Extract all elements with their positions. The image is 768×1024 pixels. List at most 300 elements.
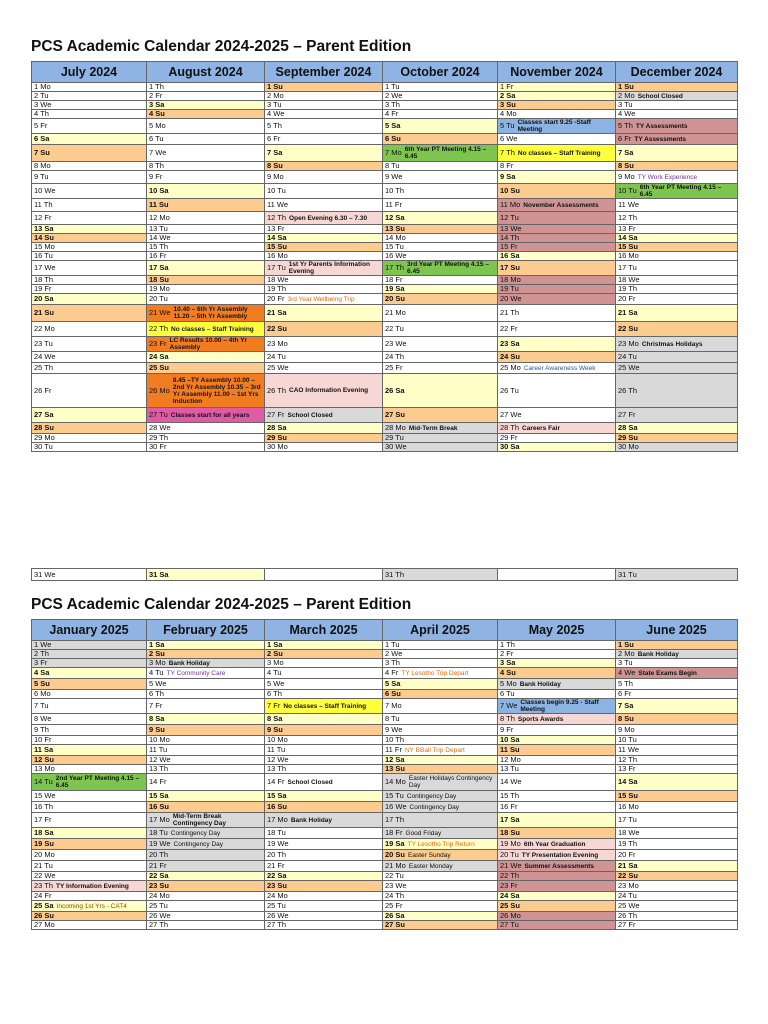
calendar-day-cell	[616, 171, 738, 184]
calendar-day-cell	[498, 285, 616, 294]
day-label: 10 Tu	[618, 186, 637, 195]
day-label: 12 Tu	[500, 213, 519, 222]
calendar-row	[32, 252, 738, 261]
calendar-day-cell	[498, 337, 616, 352]
calendar-day-cell	[498, 802, 616, 813]
calendar-day-cell	[32, 659, 147, 668]
calendar-day-cell	[383, 337, 498, 352]
calendar-day-cell	[498, 408, 616, 423]
day-label: 20 Fr	[618, 850, 636, 859]
calendar-day-cell	[147, 305, 265, 322]
day-label: 17 Sa	[149, 263, 169, 272]
event-note: Easter Sunday	[408, 851, 451, 859]
day-label: 9 Mo	[618, 725, 635, 734]
calendar-row	[32, 212, 738, 225]
calendar-day-cell	[265, 285, 383, 294]
calendar-day-cell	[616, 714, 738, 725]
calendar-day-cell	[32, 134, 147, 145]
event-note: Classes start for all years	[170, 411, 250, 419]
day-label: 23 Mo	[267, 339, 288, 348]
day-label: 22 Mo	[34, 324, 55, 333]
event-note: Classes start 9.25 -Staff Meeting	[517, 119, 591, 133]
calendar-day-cell	[147, 901, 265, 912]
day-label: 7 Tu	[34, 701, 49, 710]
day-label: 2 We	[385, 649, 403, 658]
day-label: 1 We	[34, 640, 52, 649]
calendar-day-cell	[265, 892, 383, 901]
day-label: 2 Fr	[149, 91, 163, 100]
calendar-row	[32, 434, 738, 443]
day-label: 10 We	[34, 186, 56, 195]
day-label: 11 We	[618, 200, 639, 209]
day-label: 29 Mo	[34, 433, 55, 442]
calendar-day-cell	[147, 892, 265, 901]
day-label: 4 Sa	[34, 668, 50, 677]
day-label: 5 Mo	[149, 121, 166, 130]
day-label: 2 Sa	[500, 91, 516, 100]
day-label: 4 Th	[34, 109, 49, 118]
calendar-day-cell	[147, 791, 265, 802]
month-header: January 2025	[32, 620, 147, 641]
calendar-day-cell	[265, 225, 383, 234]
month-header: September 2024	[265, 62, 383, 83]
calendar-day-cell	[616, 408, 738, 423]
day-label: 20 Su	[385, 850, 406, 859]
calendar-day-cell	[147, 363, 265, 374]
calendar-day-cell	[32, 171, 147, 184]
day-label: 14 Tu	[34, 777, 53, 786]
calendar-day-cell	[616, 756, 738, 765]
day-label: 30 We	[385, 442, 407, 451]
calendar-day-cell	[498, 736, 616, 745]
calendar-day-cell	[498, 212, 616, 225]
day-label: 30 Fr	[149, 442, 167, 451]
calendar-day-cell	[147, 243, 265, 252]
day-label: 23 Sa	[500, 339, 520, 348]
day-label: 18 Su	[149, 275, 170, 284]
day-label: 8 Mo	[34, 161, 51, 170]
calendar-day-cell	[383, 352, 498, 363]
day-label: 16 Su	[267, 802, 288, 811]
day-label: 10 Tu	[267, 186, 286, 195]
event-note: Summer Assessments	[524, 862, 595, 870]
event-note: Mid-Term Break	[408, 424, 458, 432]
event-note: Sports Awards	[517, 715, 564, 723]
day-label: 20 Tu	[500, 850, 519, 859]
day-label: 24 We	[34, 352, 56, 361]
day-label: 4 Fr	[385, 109, 399, 118]
calendar-day-cell	[616, 850, 738, 861]
calendar-row	[32, 912, 738, 921]
calendar-day-cell	[498, 243, 616, 252]
day-label: 24 Sa	[500, 891, 520, 900]
month-header: May 2025	[498, 620, 616, 641]
day-label: 7 Sa	[618, 148, 634, 157]
day-label: 2 Mo	[618, 649, 635, 658]
calendar-day-cell	[498, 690, 616, 699]
day-label: 22 Sa	[149, 871, 169, 880]
day-label: 15 Fr	[500, 242, 518, 251]
calendar-day-cell	[383, 659, 498, 668]
day-label: 3 Sa	[149, 100, 165, 109]
calendar-day-cell	[383, 736, 498, 745]
day-label: 2 Mo	[618, 91, 635, 100]
calendar-row	[32, 261, 738, 276]
calendar-day-cell	[265, 322, 383, 337]
day-label: 28 Su	[34, 423, 55, 432]
calendar-day-cell	[498, 134, 616, 145]
calendar-day-cell	[383, 828, 498, 839]
day-label: 3 Tu	[618, 100, 633, 109]
day-label: 14 Mo	[385, 777, 406, 786]
calendar-day-cell	[383, 813, 498, 828]
day-label: 24 Mo	[267, 891, 288, 900]
calendar-day-cell	[383, 650, 498, 659]
day-label: 17 Th	[385, 263, 405, 272]
calendar-day-cell	[265, 641, 383, 650]
calendar-row	[32, 225, 738, 234]
calendar-row	[32, 745, 738, 756]
calendar-day-cell	[147, 756, 265, 765]
calendar-day-cell	[383, 134, 498, 145]
calendar-row	[32, 243, 738, 252]
calendar-day-cell	[616, 872, 738, 881]
calendar-day-cell	[265, 699, 383, 714]
calendar-day-cell	[383, 714, 498, 725]
calendar-day-cell	[498, 725, 616, 736]
calendar-day-cell	[32, 839, 147, 850]
day-label: 15 Su	[267, 242, 288, 251]
calendar-day-cell	[32, 184, 147, 199]
calendar-day-cell	[147, 352, 265, 363]
day-label: 27 Tu	[149, 410, 168, 419]
day-label: 17 Sa	[500, 815, 520, 824]
calendar-day-cell	[265, 791, 383, 802]
calendar-day-cell	[265, 101, 383, 110]
calendar-day-cell	[498, 765, 616, 774]
calendar-day-cell	[616, 285, 738, 294]
calendar-day-cell	[498, 423, 616, 434]
calendar-row	[32, 881, 738, 892]
calendar-day-cell	[265, 305, 383, 322]
calendar-day-cell	[32, 443, 147, 452]
calendar-day-cell	[383, 791, 498, 802]
day-label: 4 Su	[149, 109, 165, 118]
day-label: 22 Th	[149, 324, 169, 333]
day-label: 24 Tu	[618, 352, 637, 361]
calendar-day-cell	[498, 119, 616, 134]
day-label: 27 Mo	[34, 920, 55, 929]
event-note: 6th Year PT Meeting 4.15 – 6.45	[404, 146, 487, 160]
calendar-day-cell	[32, 650, 147, 659]
day-label: 10 Th	[385, 735, 405, 744]
calendar-day-cell	[616, 352, 738, 363]
day-label: 1 Sa	[149, 640, 165, 649]
calendar-day-cell	[147, 83, 265, 92]
day-label: 27 Fr	[618, 410, 636, 419]
calendar-day-cell	[147, 199, 265, 212]
month-header: March 2025	[265, 620, 383, 641]
day-label: 15 Sa	[267, 791, 287, 800]
calendar-day-cell	[498, 162, 616, 171]
calendar-day-cell	[32, 921, 147, 930]
day-label: 26 Mo	[500, 911, 521, 920]
calendar-day-cell	[32, 352, 147, 363]
calendar-day-cell	[383, 261, 498, 276]
event-note: 8.45 –TY Assembly 10.00 – 2nd Yr Assembly 10.35 – 3rd Yr Assembly 11.00 – 1st Yrs Induction	[172, 376, 261, 405]
calendar-row	[32, 813, 738, 828]
calendar-day-cell	[147, 714, 265, 725]
calendar-day-cell	[147, 765, 265, 774]
calendar-day-cell	[265, 802, 383, 813]
calendar-day-cell	[32, 745, 147, 756]
calendar-day-cell	[383, 225, 498, 234]
calendar-day-cell	[616, 699, 738, 714]
day-label: 3 Tu	[267, 100, 282, 109]
calendar-day-cell	[498, 872, 616, 881]
day-label: 26 Sa	[385, 911, 405, 920]
day-label: 21 Sa	[267, 308, 287, 317]
calendar-day-cell	[616, 423, 738, 434]
day-label: 19 Mo	[149, 284, 170, 293]
day-label: 18 Tu	[149, 828, 168, 837]
calendar-row	[32, 921, 738, 930]
calendar-day-cell	[498, 813, 616, 828]
day-label: 8 Su	[618, 161, 634, 170]
day-label: 3 Fr	[34, 658, 48, 667]
calendar-day-cell	[147, 184, 265, 199]
calendar-day-cell	[147, 774, 265, 791]
event-note: Incoming 1st Yrs - CAT4	[56, 902, 127, 910]
calendar-row	[32, 872, 738, 881]
calendar-day-cell	[383, 679, 498, 690]
day-label: 25 Th	[34, 363, 54, 372]
day-label: 17 Fr	[34, 815, 52, 824]
event-note: Contingency Day	[170, 829, 221, 837]
calendar-day-cell	[383, 745, 498, 756]
calendar-day-cell	[383, 305, 498, 322]
month-header: August 2024	[147, 62, 265, 83]
calendar-day-cell	[498, 276, 616, 285]
day-label: 30 Sa	[500, 442, 520, 451]
calendar-day-cell	[616, 363, 738, 374]
calendar-day-cell	[265, 234, 383, 243]
event-note: Careers Fair	[522, 424, 560, 432]
calendar-day-cell	[498, 839, 616, 850]
day-label: 8 Tu	[385, 161, 400, 170]
day-label: 9 Sa	[500, 172, 516, 181]
calendar-day-cell	[383, 725, 498, 736]
calendar-day-cell	[383, 434, 498, 443]
day-label: 9 Tu	[34, 172, 49, 181]
day-label: 25 Fr	[385, 901, 403, 910]
calendar-day-cell	[498, 363, 616, 374]
event-note: Mid-Term Break Contingency Day	[172, 813, 226, 827]
calendar-day-cell	[383, 92, 498, 101]
day-label: 27 Tu	[500, 920, 519, 929]
day-label: 11 Mo	[500, 200, 521, 209]
calendar-day-cell	[265, 443, 383, 452]
event-note: TY Work Experience	[637, 173, 698, 181]
day-label: 6 Su	[385, 134, 401, 143]
calendar-row	[32, 119, 738, 134]
calendar-day-cell	[32, 162, 147, 171]
day-label: 5 Th	[618, 121, 633, 130]
calendar-day-cell	[498, 569, 616, 581]
calendar-table-2024	[31, 61, 738, 452]
calendar-day-cell	[265, 212, 383, 225]
day-label: 9 Mo	[267, 172, 284, 181]
calendar-day-cell	[32, 756, 147, 765]
event-note: TY Assessments	[634, 135, 687, 143]
day-label: 19 We	[267, 839, 289, 848]
day-label: 26 We	[149, 911, 171, 920]
calendar-row	[32, 234, 738, 243]
calendar-day-cell	[32, 305, 147, 322]
event-note: TY Assessments	[635, 122, 688, 130]
day-label: 13 Th	[267, 764, 287, 773]
event-note: Good Friday	[405, 829, 442, 837]
day-label: 6 Tu	[149, 134, 164, 143]
day-label: 15 Tu	[385, 791, 404, 800]
day-label: 25 We	[618, 363, 640, 372]
calendar-day-cell	[498, 322, 616, 337]
day-label: 19 Tu	[500, 284, 519, 293]
calendar-day-cell	[616, 745, 738, 756]
day-label: 23 Su	[149, 881, 170, 890]
day-label: 8 Su	[618, 714, 634, 723]
calendar-day-cell	[265, 569, 383, 581]
calendar-day-cell	[32, 276, 147, 285]
day-label: 4 We	[267, 109, 285, 118]
calendar-row	[32, 423, 738, 434]
calendar-day-cell	[147, 134, 265, 145]
day-label: 22 We	[34, 871, 56, 880]
calendar-day-cell	[265, 294, 383, 305]
day-label: 23 We	[385, 881, 407, 890]
calendar-day-cell	[32, 791, 147, 802]
day-label: 19 We	[149, 839, 171, 848]
calendar-day-cell	[265, 171, 383, 184]
calendar-day-cell	[147, 569, 265, 581]
event-note: 6th Year Graduation	[523, 840, 586, 848]
day-label: 6 Sa	[34, 134, 50, 143]
day-label: 25 Tu	[149, 901, 168, 910]
day-label: 12 Th	[618, 755, 638, 764]
calendar-day-cell	[498, 901, 616, 912]
day-label: 30 Mo	[267, 442, 288, 451]
day-label: 12 Su	[34, 755, 55, 764]
calendar-day-cell	[265, 765, 383, 774]
event-note: Career Awareness Week	[523, 364, 596, 372]
day-label: 1 Tu	[385, 640, 400, 649]
day-label: 14 Sa	[267, 233, 287, 242]
day-label: 5 We	[149, 679, 167, 688]
day-label: 22 Th	[500, 871, 520, 880]
event-note: TY Information Evening	[56, 882, 129, 890]
day-label: 22 Su	[618, 871, 639, 880]
day-label: 9 We	[385, 172, 403, 181]
calendar-day-cell	[498, 850, 616, 861]
day-label: 7 Mo	[385, 701, 402, 710]
day-label: 13 Su	[385, 224, 406, 233]
calendar-day-cell	[147, 690, 265, 699]
day-label: 17 Tu	[267, 263, 286, 272]
calendar-day-cell	[616, 813, 738, 828]
day-label: 6 Tu	[500, 689, 515, 698]
day-label: 11 We	[618, 745, 639, 754]
calendar-day-cell	[32, 679, 147, 690]
day-label: 15 We	[34, 791, 56, 800]
calendar-day-cell	[383, 171, 498, 184]
calendar-day-cell	[498, 714, 616, 725]
day-label: 31 Tu	[618, 569, 637, 579]
calendar-day-cell	[383, 101, 498, 110]
calendar-day-cell	[383, 276, 498, 285]
day-label: 7 Sa	[618, 701, 634, 710]
day-label: 8 Sa	[149, 714, 165, 723]
day-label: 6 Su	[385, 689, 401, 698]
day-label: 20 Fr	[267, 294, 285, 303]
day-label: 25 We	[618, 901, 640, 910]
day-label: 2 Th	[34, 649, 49, 658]
calendar-day-cell	[32, 374, 147, 408]
day-label: 3 Mo	[267, 658, 284, 667]
calendar-day-cell	[383, 408, 498, 423]
calendar-row	[32, 668, 738, 679]
calendar-day-cell	[147, 110, 265, 119]
calendar-day-cell	[147, 434, 265, 443]
day-label: 11 Su	[149, 200, 169, 209]
calendar-day-cell	[147, 443, 265, 452]
calendar-row	[32, 892, 738, 901]
day-label: 10 Fr	[34, 735, 52, 744]
day-label: 29 Th	[149, 433, 169, 442]
calendar-row	[32, 850, 738, 861]
calendar-row	[32, 171, 738, 184]
event-note: November Assessments	[523, 201, 599, 209]
calendar-day-cell	[616, 261, 738, 276]
calendar-day-cell	[265, 199, 383, 212]
day-label: 27 Th	[267, 920, 287, 929]
day-label: 20 Th	[149, 850, 169, 859]
calendar-day-cell	[147, 668, 265, 679]
event-note: Bank Holiday	[290, 816, 333, 824]
event-note: School Closed	[637, 92, 683, 100]
day-label: 8 Fr	[500, 161, 514, 170]
calendar-day-cell	[498, 659, 616, 668]
day-label: 2 We	[385, 91, 403, 100]
calendar-row	[32, 276, 738, 285]
day-label: 27 Fr	[618, 920, 636, 929]
day-label: 7 We	[500, 701, 518, 710]
calendar-day-cell	[498, 443, 616, 452]
calendar-day-cell	[32, 850, 147, 861]
day-label: 10 Mo	[267, 735, 288, 744]
event-note: School Closed	[287, 411, 333, 419]
calendar-day-cell	[616, 921, 738, 930]
day-label: 13 We	[500, 224, 522, 233]
day-label: 23 Fr	[500, 881, 518, 890]
day-label: 9 Th	[34, 725, 49, 734]
calendar-day-cell	[498, 110, 616, 119]
day-label: 12 Th	[267, 213, 287, 222]
event-note: Contingency Day	[409, 803, 460, 811]
day-label: 12 Sa	[385, 755, 405, 764]
day-label: 16 Th	[34, 802, 54, 811]
calendar-day-cell	[616, 791, 738, 802]
day-label: 11 Th	[34, 200, 53, 209]
